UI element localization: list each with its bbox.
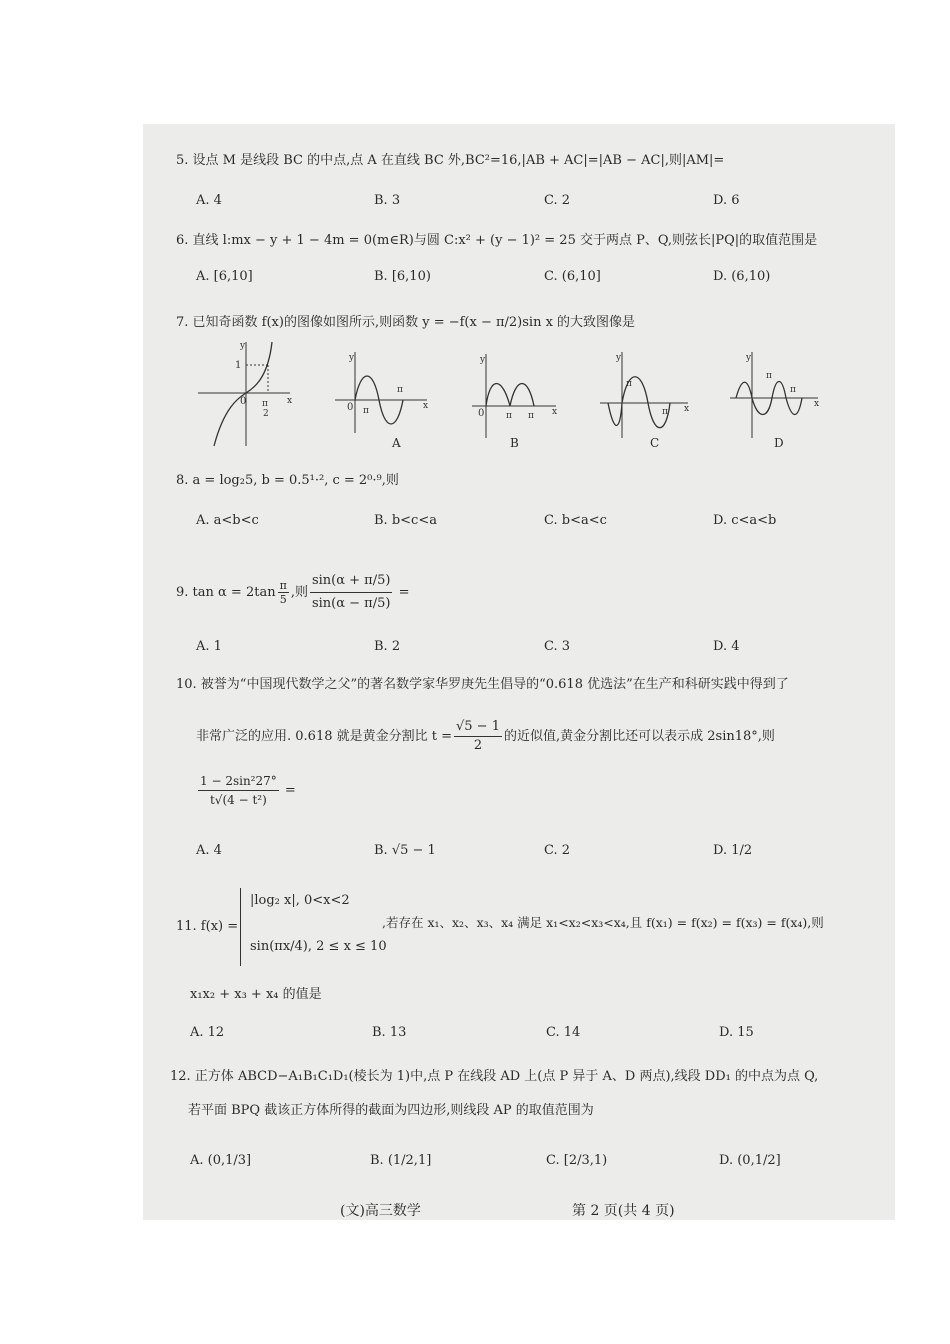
q7-graphs: [190, 338, 820, 456]
graph-option-a: [335, 352, 428, 433]
svg-text:π: π: [626, 379, 632, 389]
q5-option-a: A. 4: [196, 193, 222, 208]
svg-text:π: π: [506, 411, 512, 421]
svg-text:1: 1: [235, 360, 242, 371]
q9-fraction: $\frac{\sin(\alpha + \pi/5)}{\sin(\alpha - \pi/5)}$: [310, 570, 392, 615]
q11-line2: x₁x₂ + x₃ + x₄ 的值是: [190, 987, 322, 1002]
exam-page: [143, 124, 895, 1220]
graph-given-fx: [198, 341, 292, 446]
q10-option-c: C. 2: [544, 843, 571, 858]
q9-option-d: D. 4: [713, 639, 740, 654]
q6-option-c: C. (6,10]: [544, 269, 601, 284]
q5-stem: 5. 设点 M 是线段 BC 的中点,点 A 在直线 BC 外,BC²=16,|AB + AC|=|AB − AC|,则|AM|=: [176, 153, 725, 168]
svg-text:0: 0: [478, 408, 485, 419]
footer-subject: (文)高三数学: [340, 1203, 421, 1219]
svg-text:π: π: [766, 371, 772, 381]
q10-option-a: A. 4: [196, 843, 222, 858]
svg-text:2: 2: [263, 409, 269, 419]
q11-option-c: C. 14: [546, 1025, 581, 1040]
q11-brace: [240, 888, 243, 966]
q6-option-d: D. (6,10): [713, 269, 771, 284]
svg-text:y: y: [480, 355, 486, 365]
q11-case1: |log₂ x|, 0<x<2: [250, 893, 350, 908]
footer-page-number: 第 2 页(共 4 页): [572, 1203, 675, 1219]
q5-option-b: B. 3: [374, 193, 401, 208]
q12-option-d: D. (0,1/2]: [719, 1153, 781, 1168]
q12-line2: 若平面 BPQ 截该正方体所得的截面为四边形,则线段 AP 的取值范围为: [188, 1103, 594, 1118]
svg-text:y: y: [349, 353, 355, 363]
graph-option-b: [472, 354, 557, 438]
graph-label-b: B: [510, 436, 519, 450]
q10-line1: 10. 被誉为“中国现代数学之父”的著名数学家华罗庚先生倡导的“0.618 优选法”在生产和科研实践中得到了: [176, 677, 789, 692]
q5-option-c: C. 2: [544, 193, 571, 208]
svg-text:π: π: [528, 411, 534, 421]
q10-option-b: B. √5 − 1: [374, 843, 436, 858]
graph-label-a: A: [392, 436, 401, 450]
q12-line1: 12. 正方体 ABCD−A₁B₁C₁D₁(棱长为 1)中,点 P 在线段 AD 上(点 P 异于 A、D 两点),线段 DD₁ 的中点为点 Q,: [170, 1069, 819, 1084]
q6-stem: 6. 直线 l:mx − y + 1 − 4m = 0(m∈R)与圆 C:x² + (y − 1)² = 25 交于两点 P、Q,则弦长|PQ|的取值范围是: [176, 233, 818, 248]
svg-text:x: x: [814, 399, 820, 409]
q8-stem: 8. a = log₂5, b = 0.5¹·², c = 2⁰·⁹,则: [176, 473, 399, 488]
golden-ratio-fraction: $\frac{√5 - 1}{2}$: [456, 719, 500, 753]
q10-expression: $\frac{\text{1 − 2sin²27°}}{\text{t√(4 − t²)}}$ =: [200, 774, 296, 807]
svg-text:x: x: [684, 404, 690, 414]
q10-line2: 非常广泛的应用. 0.618 就是黄金分割比 t = $\frac{√5 - 1}{2}$ 的近似值,黄金分割比还可以表示成 2sin18°,则: [196, 719, 775, 753]
q9-pi-over-5: $\frac{\pi}{5}$: [279, 579, 287, 606]
q6-option-a: A. [6,10]: [196, 269, 253, 284]
q6-option-b: B. [6,10): [374, 269, 431, 284]
graph-label-d: D: [774, 436, 784, 450]
svg-text:π: π: [397, 385, 403, 395]
graph-option-c: [600, 352, 689, 438]
q8-option-b: B. b<c<a: [374, 513, 437, 528]
svg-text:y: y: [240, 341, 246, 351]
q5-option-d: D. 6: [713, 193, 740, 208]
q11-option-b: B. 13: [372, 1025, 407, 1040]
q11-option-a: A. 12: [190, 1025, 225, 1040]
q12-option-c: C. [2/3,1): [546, 1153, 608, 1168]
q8-option-a: A. a<b<c: [196, 513, 259, 528]
q9-option-c: C. 3: [544, 639, 571, 654]
q9-option-b: B. 2: [374, 639, 401, 654]
q11-label: 11. f(x) =: [176, 919, 239, 934]
q8-option-d: D. c<a<b: [713, 513, 777, 528]
svg-text:0: 0: [240, 396, 247, 407]
q12-option-a: A. (0,1/3]: [190, 1153, 252, 1168]
svg-text:π: π: [262, 399, 268, 409]
q9-stem: 9. tan α = 2tan $\frac{\pi}{5}$ ,则 $\frac{\sin(\alpha + \pi/5)}{\sin(\alpha - \pi/5)}$ =: [176, 570, 409, 615]
svg-text:x: x: [552, 407, 558, 417]
svg-text:π: π: [662, 407, 668, 417]
q10-option-d: D. 1/2: [713, 843, 753, 858]
q11-option-d: D. 15: [719, 1025, 754, 1040]
graph-label-c: C: [650, 436, 660, 450]
q11-condition: ,若存在 x₁、x₂、x₃、x₄ 满足 x₁<x₂<x₃<x₄,且 f(x₁) = f(x₂) = f(x₃) = f(x₄),则: [382, 915, 824, 930]
q7-stem: 7. 已知奇函数 f(x)的图像如图所示,则函数 y = −f(x − π/2)sin x 的大致图像是: [176, 315, 636, 330]
svg-text:0: 0: [347, 402, 354, 413]
svg-text:x: x: [287, 396, 293, 406]
svg-text:y: y: [616, 353, 622, 363]
svg-text:y: y: [746, 353, 752, 363]
graph-option-d: [730, 352, 819, 438]
svg-text:π: π: [790, 385, 796, 395]
q8-option-c: C. b<a<c: [544, 513, 607, 528]
q11-case2: sin(πx/4), 2 ≤ x ≤ 10: [250, 939, 387, 954]
q9-option-a: A. 1: [196, 639, 222, 654]
svg-text:x: x: [423, 401, 429, 411]
svg-text:π: π: [363, 406, 369, 416]
q12-option-b: B. (1/2,1]: [370, 1153, 432, 1168]
